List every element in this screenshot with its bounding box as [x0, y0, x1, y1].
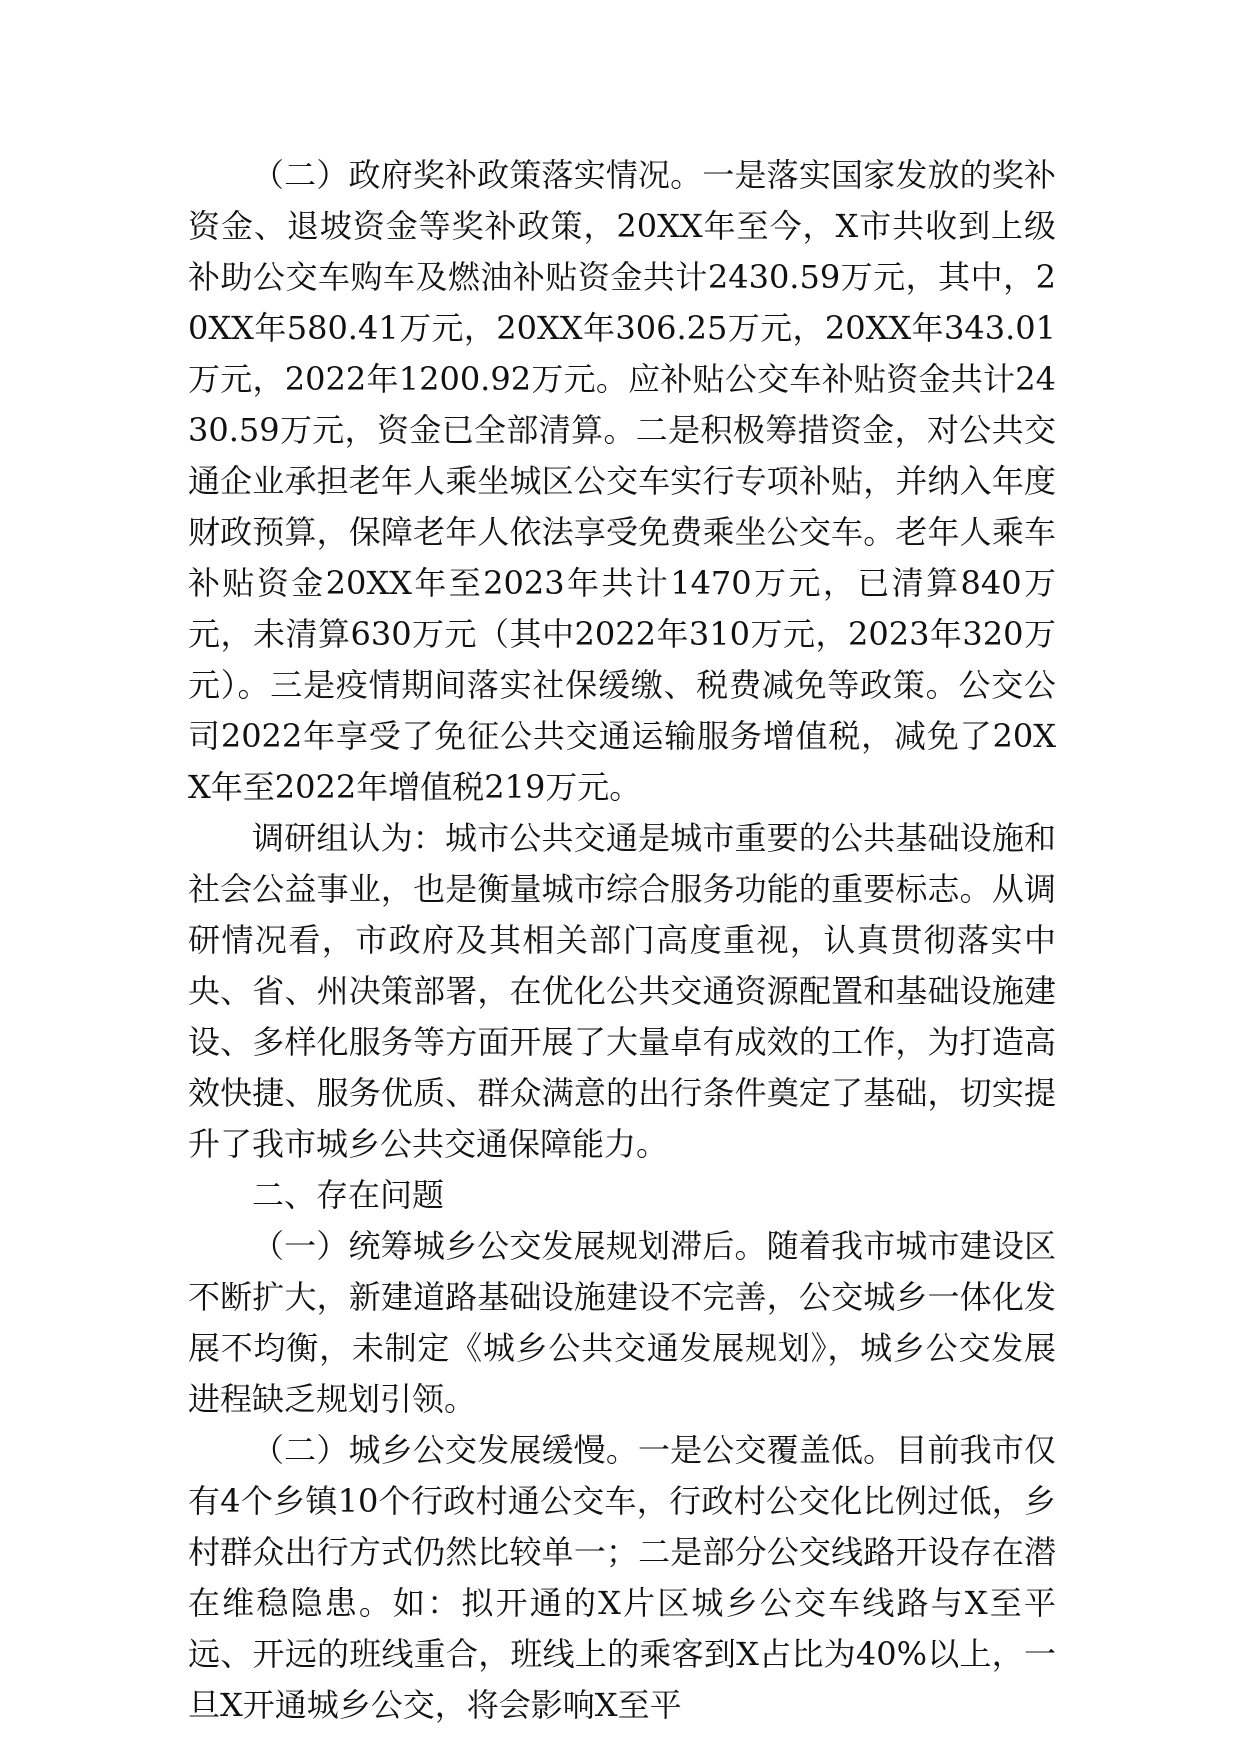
paragraph-slow-development: （二）城乡公交发展缓慢。一是公交覆盖低。目前我市仅有4个乡镇10个行政村通公交车，行政村公交化比例过低，乡村群众出行方式仍然比较单一；二是部分公交线路开设存在潜在维稳隐患。如：拟开通的X片区城乡公交车线路与X至平远、开远的班线重合，班线上的乘客到X占比为40%以上，一旦X开通城乡公交，将会影响X至平 — [188, 1431, 1056, 1724]
paragraph-research-conclusion: 调研组认为：城市公共交通是城市重要的公共基础设施和社会公益事业，也是衡量城市综合服务功能的重要标志。从调研情况看，市政府及其相关部门高度重视，认真贯彻落实中央、省、州决策部署，在优化公共交通资源配置和基础设施建设、多样化服务等方面开展了大量卓有成效的工作，为打造高效快捷、服务优质、群众满意的出行条件奠定了基础，切实提升了我市城乡公共交通保障能力。 — [188, 819, 1056, 1163]
paragraph-planning-lag: （一）统筹城乡公交发展规划滞后。随着我市城市建设区不断扩大，新建道路基础设施建设不完善，公交城乡一体化发展不均衡，未制定《城乡公共交通发展规划》，城乡公交发展进程缺乏规划引领。 — [188, 1227, 1056, 1418]
section-heading-problems: 二、存在问题 — [252, 1176, 445, 1214]
document-body — [188, 150, 1056, 1731]
paragraph-subsidy-policy: （二）政府奖补政策落实情况。一是落实国家发放的奖补资金、退坡资金等奖补政策，20XX年至今，X市共收到上级补助公交车购车及燃油补贴资金共计2430.59万元，其中，20XX年580.41万元，20XX年306.25万元，20XX年343.01万元，2022年1200.92万元。应补贴公交车补贴资金共计2430.59万元，资金已全部清算。二是积极筹措资金，对公共交通企业承担老年人乘坐城区公交车实行专项补贴，并纳入年度财政预算，保障老年人依法享受免费乘坐公交车。老年人乘车补贴资金20XX年至2023年共计1470万元，已清算840万元，未清算630万元（其中2022年310万元，2023年320万元）。三是疫情期间落实社保缓缴、税费减免等政策。公交公司2022年享受了免征公共交通运输服务增值税，减免了20XX年至2022年增值税219万元。 — [188, 156, 1056, 806]
